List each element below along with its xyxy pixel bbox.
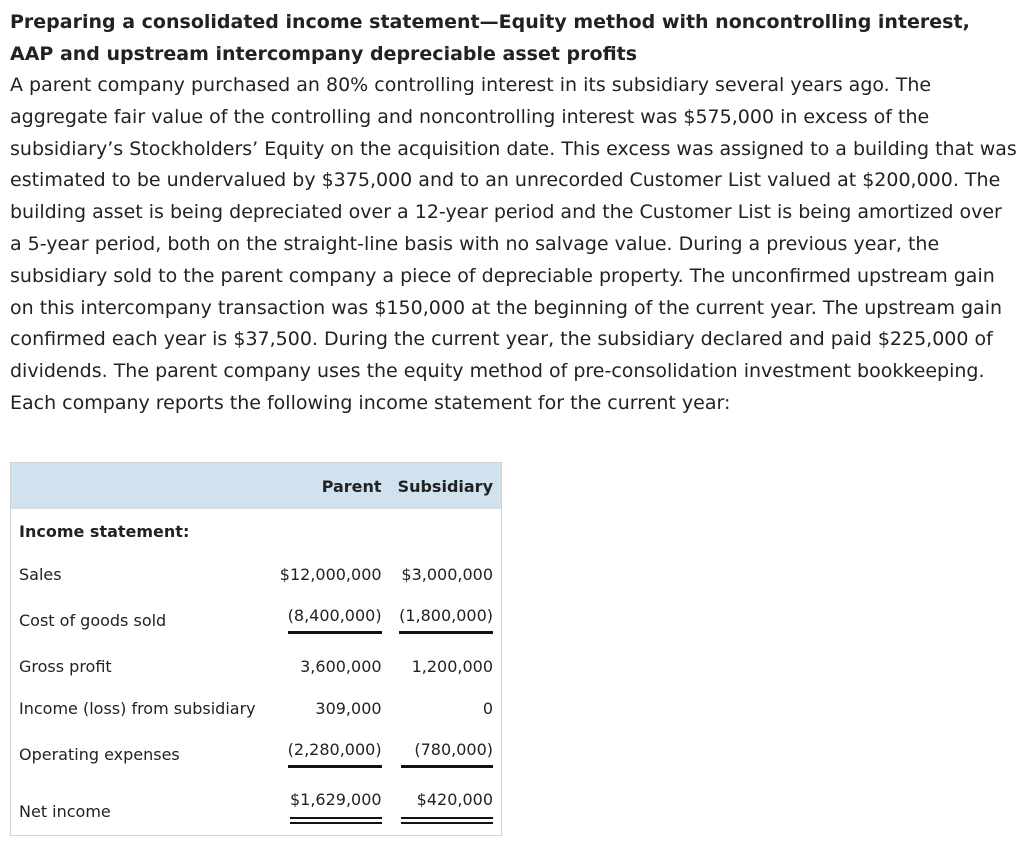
row-subsidiary-value: $3,000,000 <box>401 564 493 584</box>
section-label: Income statement: <box>19 521 190 541</box>
row-parent-value: 3,600,000 <box>300 656 382 676</box>
table-row <box>11 779 501 835</box>
row-label: Gross profit <box>19 656 112 676</box>
row-subsidiary-value: $420,000 <box>401 790 493 824</box>
row-subsidiary-value: 1,200,000 <box>411 656 493 676</box>
problem-description: A parent company purchased an 80% controlling interest in its subsidiary several years ago. The aggregate fair value of the controlling and noncontrolling interest was $575,000 in excess of the subsidiary’s Stockholders’ Equity on the acquisition date. This excess was assigned to a building that was estimated to be undervalued by $375,000 and to an unrecorded Customer List valued at $200,000. The building asset is being depreciated over a 12-year period and the Customer List is being amortized over a 5-year period, both on the straight-line basis with no salvage value. During a previous year, the subsidiary sold to the parent company a piece of depreciable property. The unconfirmed upstream gain on this intercompany transaction was $150,000 at the beginning of the current year. The upstream gain confirmed each year is $37,500. During the current year, the subsidiary declared and paid $225,000 of dividends. The parent company uses the equity method of pre-consolidation investment bookkeeping. Each company reports the following income statement for the current year: <box>10 74 1017 414</box>
problem-title: Preparing a consolidated income statement—Equity method with noncontrolling interest, AAP and upstream intercompany depreciable asset profits <box>10 11 970 65</box>
problem-content <box>10 6 1018 420</box>
table-row <box>11 729 501 779</box>
header-parent: Parent <box>321 476 382 496</box>
row-label: Income (loss) from subsidiary <box>19 698 256 718</box>
row-parent-value: (2,280,000) <box>288 740 382 768</box>
table-header-row <box>11 463 501 509</box>
table-row <box>11 687 501 729</box>
income-statement-table-container <box>10 462 502 836</box>
table-row <box>11 595 501 645</box>
row-parent-value: 309,000 <box>315 698 382 718</box>
header-label-column <box>11 463 272 509</box>
row-parent-value: (8,400,000) <box>288 606 382 634</box>
row-subsidiary-value: 0 <box>482 698 493 718</box>
header-subsidiary: Subsidiary <box>397 476 493 496</box>
row-parent-value: $12,000,000 <box>279 564 382 584</box>
row-parent-value: $1,629,000 <box>290 790 382 824</box>
row-label: Operating expenses <box>19 744 180 764</box>
section-row <box>11 509 501 553</box>
table-row <box>11 645 501 687</box>
row-subsidiary-value: (1,800,000) <box>399 606 493 634</box>
income-statement-table <box>11 463 501 835</box>
row-label: Cost of goods sold <box>19 610 167 630</box>
row-label: Sales <box>19 564 62 584</box>
row-label: Net income <box>19 801 111 821</box>
table-row <box>11 553 501 595</box>
row-subsidiary-value: (780,000) <box>401 740 493 768</box>
